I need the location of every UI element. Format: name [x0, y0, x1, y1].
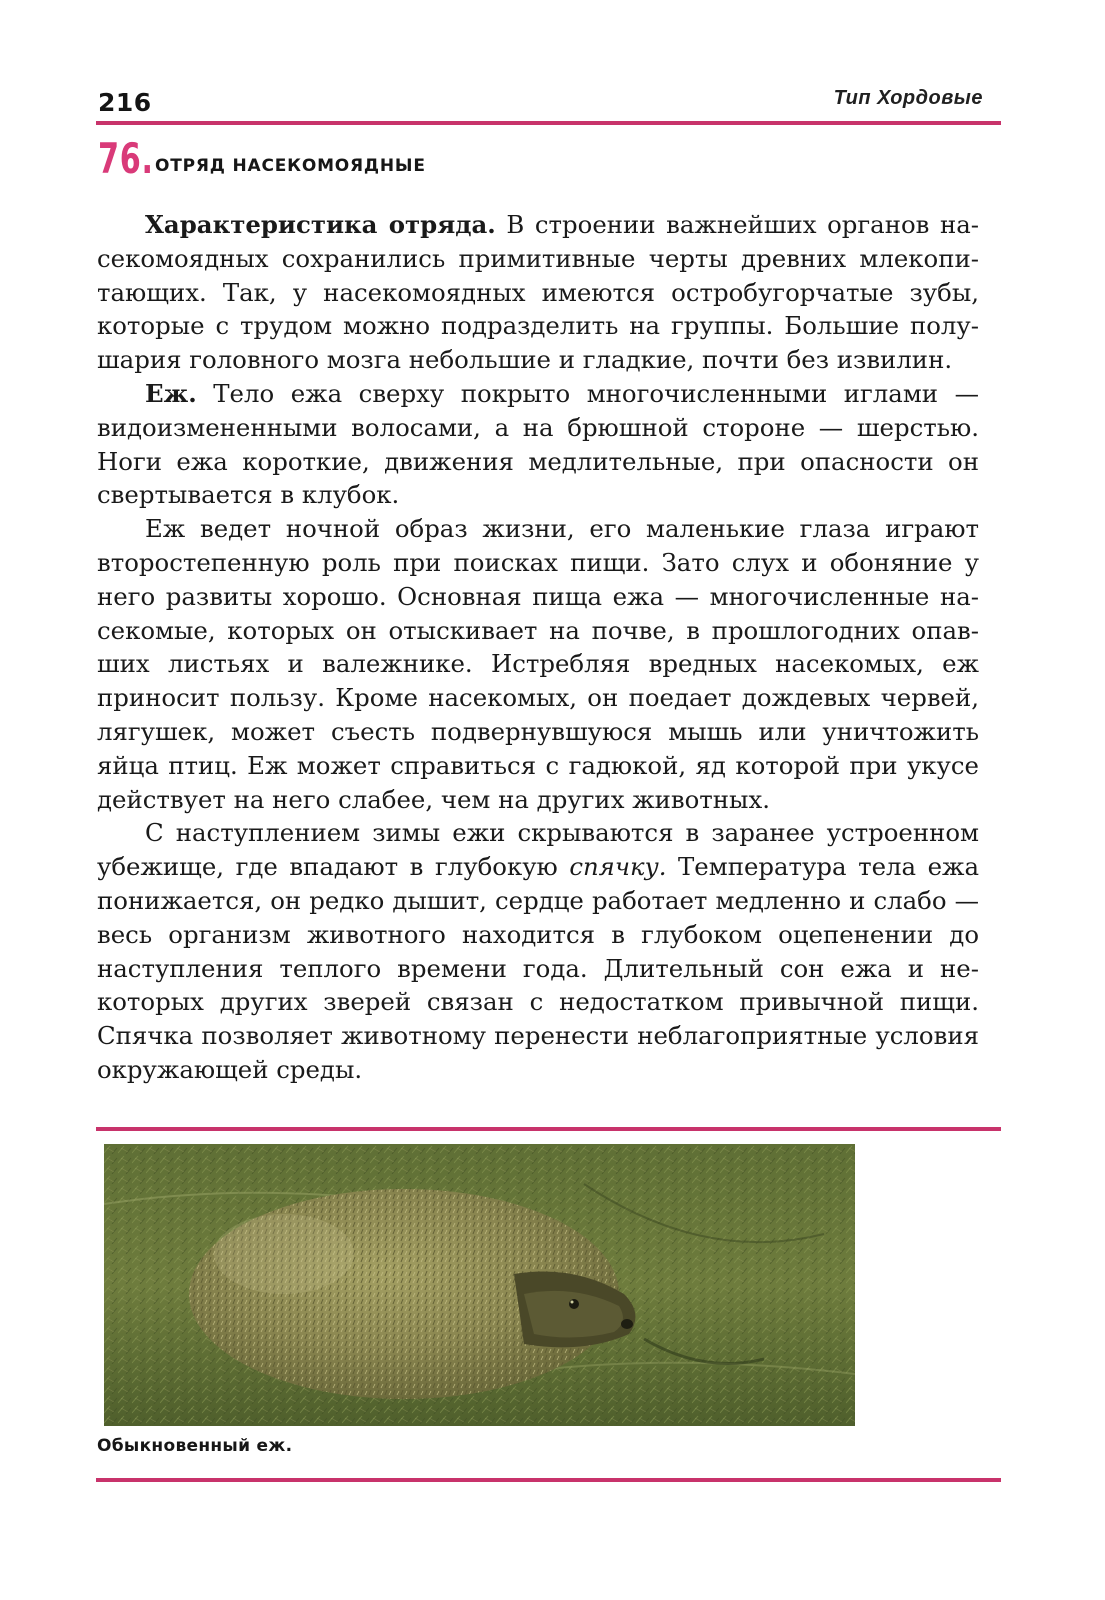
hedgehog-illustration	[104, 1144, 855, 1426]
header-rule	[96, 121, 1001, 125]
run-in-heading: Характеристика отряда.	[145, 210, 496, 239]
section-title: ОТРЯД НАСЕКОМОЯДНЫЕ	[155, 156, 426, 176]
paragraph-characteristics	[97, 208, 979, 377]
paragraph-text: В строении важнейших органов насекомоядных сохранились примитивные черты древних млекопитающих. Так, у насекомоядных имеются остробугорчатые зубы, которые с трудом можно подразделить на группы. Большие полушария головного мозга небольшие и гладкие, почти без извилин.	[97, 210, 980, 375]
paragraph-hibernation	[97, 816, 979, 1086]
hedgehog-photo	[104, 1144, 855, 1426]
figure-top-rule	[96, 1127, 1001, 1131]
running-head: Тип Хордовые	[833, 87, 983, 109]
run-in-heading: Еж.	[145, 378, 197, 408]
section-number: 76.	[98, 134, 154, 183]
figure-caption: Обыкновенный еж.	[97, 1436, 293, 1456]
italic-term: спячку.	[569, 852, 667, 882]
paragraph-text: С наступлением зимы ежи скрываются в заранее устроенном убежище, где впадают в глубокую	[97, 818, 979, 882]
paragraph-hedgehog	[97, 377, 979, 512]
paragraph-text: Температура тела ежа понижается, он редко дышит, сердце работает медленно и слабо — весь организм животного находится в глубоком оцепенении до наступления теплого времени года. Длительный сон ежа и некоторых других зверей связан с недостатком привычной пищи. Спячка позволяет животному перенести неблагоприятные условия окружающей среды.	[97, 852, 979, 1084]
body-text	[97, 208, 979, 1087]
page-number: 216	[98, 88, 152, 117]
paragraph-lifestyle	[97, 512, 979, 816]
paragraph-text: Еж ведет ночной образ жизни, его маленькие глаза играют второстепенную роль при поисках пищи. Зато слух и обоняние у него развиты хорошо. Основная пища ежа — многочисленные насекомые, которых он отыскивает на почве, в прошлогодних опавших листьях и валежнике. Истребляя вредных насекомых, еж приносит пользу. Кроме насекомых, он поедает дождевых червей, лягушек, может съесть подвернувшуюся мышь или уничтожить яйца птиц. Еж может справиться с гадюкой, яд которой при укусе действует на него слабее, чем на других животных.	[97, 514, 979, 814]
paragraph-text: Тело ежа сверху покрыто многочисленными иглами — видоизмененными волосами, а на брюшной стороне — шерстью. Ноги ежа короткие, движения медлительные, при опасности он свертывается в клубок.	[97, 378, 979, 510]
figure-bottom-rule	[96, 1478, 1001, 1482]
